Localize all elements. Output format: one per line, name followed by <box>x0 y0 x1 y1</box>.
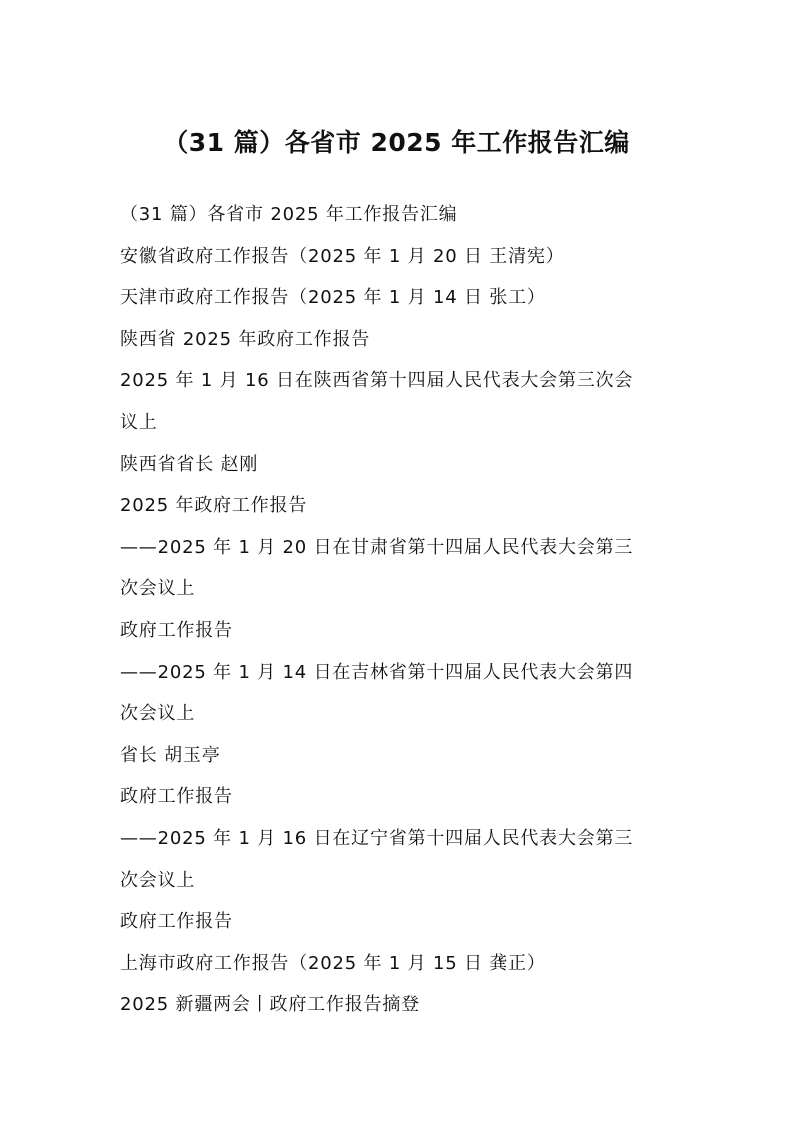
report-line: 天津市政府工作报告（2025 年 1 月 14 日 张工） <box>120 287 546 309</box>
report-line: （31 篇）各省市 2025 年工作报告汇编 <box>120 204 458 225</box>
report-line: 2025 年政府工作报告 <box>120 495 308 517</box>
report-line: 政府工作报告 <box>120 619 233 641</box>
report-line: 议上 <box>120 411 158 433</box>
report-line: ——2025 年 1 月 16 日在辽宁省第十四届人民代表大会第三 <box>120 827 634 849</box>
document-title: （31 篇）各省市 2025 年工作报告汇编 <box>163 128 630 157</box>
report-list <box>120 194 680 1026</box>
report-line: 安徽省政府工作报告（2025 年 1 月 20 日 王清宪） <box>120 245 565 267</box>
report-line: ——2025 年 1 月 14 日在吉林省第十四届人民代表大会第四 <box>120 661 634 683</box>
report-line: 上海市政府工作报告（2025 年 1 月 15 日 龚正） <box>120 952 546 974</box>
report-line: 2025 新疆两会丨政府工作报告摘登 <box>120 994 420 1016</box>
report-line: ——2025 年 1 月 20 日在甘肃省第十四届人民代表大会第三 <box>120 536 634 558</box>
report-line: 次会议上 <box>120 869 196 891</box>
report-line: 陕西省省长 赵刚 <box>120 453 259 475</box>
report-line: 2025 年 1 月 16 日在陕西省第十四届人民代表大会第三次会 <box>120 370 634 392</box>
report-line: 次会议上 <box>120 578 196 600</box>
report-line: 陕西省 2025 年政府工作报告 <box>120 328 371 350</box>
report-line: 省长 胡玉亭 <box>120 744 221 766</box>
report-line: 政府工作报告 <box>120 911 233 933</box>
report-line: 次会议上 <box>120 703 196 725</box>
report-line: 政府工作报告 <box>120 786 233 808</box>
